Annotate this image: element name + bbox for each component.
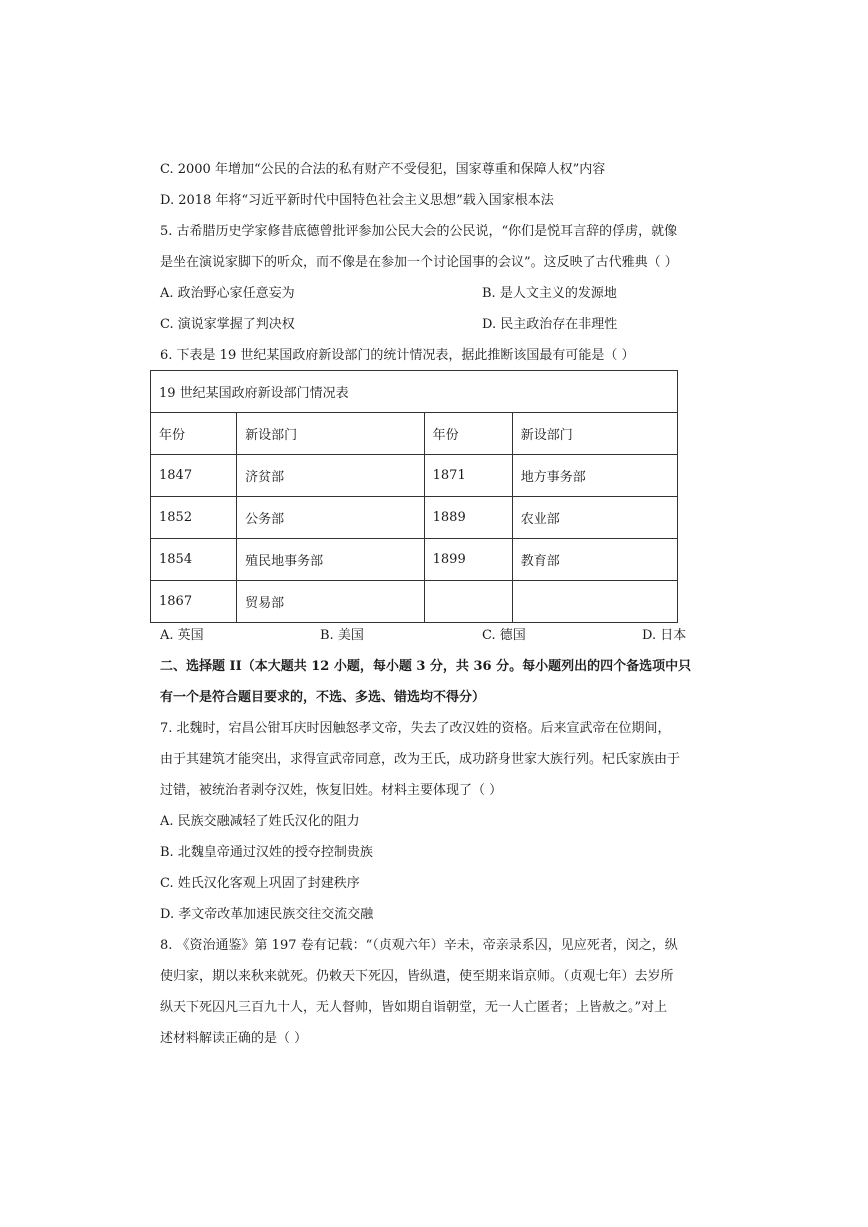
- table-cell: 公务部: [237, 497, 424, 539]
- table-cell: 1847: [151, 455, 237, 497]
- table-row: [151, 497, 678, 539]
- question-8-stem-line1: 8. 《资治通鉴》第 197 卷有记载：“（贞观六年）辛未，帝亲录系囚，见应死者，闵之，纵: [160, 938, 678, 953]
- question-6-option-a: A. 英国: [160, 628, 204, 643]
- table-cell: 1852: [151, 497, 237, 539]
- table-cell: [424, 581, 512, 623]
- question-6-stem: 6. 下表是 19 世纪某国政府新设部门的统计情况表，据此推断该国最有可能是（ ）: [160, 348, 635, 363]
- table-row: [151, 539, 678, 581]
- question-5-stem-line2: 是坐在演说家脚下的听众，而不像是在参加一个讨论国事的会议”。这反映了古代雅典（ ）: [160, 255, 678, 270]
- table-cell: 贸易部: [237, 581, 424, 623]
- table-cell: 地方事务部: [512, 455, 677, 497]
- question-7-stem-line1: 7. 北魏时，宕昌公钳耳庆时因触怒孝文帝，失去了改汉姓的资格。后来宣武帝在位期间，: [160, 721, 671, 736]
- question-7-option-a: A. 民族交融减轻了姓氏汉化的阻力: [160, 814, 360, 829]
- table-cell: 教育部: [512, 539, 677, 581]
- table-cell: 1889: [424, 497, 512, 539]
- question-6-option-d: D. 日本: [642, 628, 687, 643]
- question-7-stem-line2: 由于其建筑才能突出，求得宣武帝同意，改为王氏，成功跻身世家大族行列。杞氏家族由于: [160, 752, 681, 767]
- question-5-option-b: B. 是人文主义的发源地: [482, 286, 617, 301]
- header-year: 年份: [424, 413, 512, 455]
- table-caption: 19 世纪某国政府新设部门情况表: [151, 371, 678, 413]
- table-cell: 殖民地事务部: [237, 539, 424, 581]
- table-header-row: [151, 413, 678, 455]
- table-cell: 济贫部: [237, 455, 424, 497]
- section-2-heading-line2: 有一个是符合题目要求的，不选、多选、错选均不得分）: [160, 690, 486, 705]
- question-5-option-c: C. 演说家掌握了判决权: [160, 317, 295, 332]
- table-cell: [512, 581, 677, 623]
- question-7-option-c: C. 姓氏汉化客观上巩固了封建秩序: [160, 876, 360, 891]
- option-d-text: D. 2018 年将“习近平新时代中国特色社会主义思想”载入国家根本法: [160, 193, 554, 208]
- question-8-stem-line2: 使归家，期以来秋来就死。仍敕天下死囚，皆纵遣，使至期来诣京师。（贞观七年）去岁所: [160, 969, 674, 984]
- table-caption-row: [151, 371, 678, 413]
- question-8-stem-line4: 述材料解读正确的是（ ）: [160, 1031, 308, 1046]
- option-c-text: C. 2000 年增加“公民的合法的私有财产不受侵犯，国家尊重和保障人权”内容: [160, 162, 606, 177]
- question-7-stem-line3: 过错，被统治者剥夺汉姓，恢复旧姓。材料主要体现了（ ）: [160, 783, 503, 798]
- question-8-stem-line3: 纵天下死囚凡三百九十人，无人督帅，皆如期自诣朝堂，无一人亡匿者；上皆赦之。”对上: [160, 1000, 668, 1015]
- header-department: 新设部门: [237, 413, 424, 455]
- section-2-heading-line1: 二、选择题 II（本大题共 12 小题，每小题 3 分，共 36 分。每小题列出的四个备选项中只: [160, 659, 692, 674]
- header-department: 新设部门: [512, 413, 677, 455]
- table-row: [151, 455, 678, 497]
- question-6-option-b: B. 美国: [320, 628, 364, 643]
- question-5-stem-line1: 5. 古希腊历史学家修昔底德曾批评参加公民大会的公民说，“你们是悦耳言辞的俘虏，就像: [160, 224, 678, 239]
- table-cell: 农业部: [512, 497, 677, 539]
- table-row: [151, 581, 678, 623]
- question-6-option-c: C. 德国: [482, 628, 526, 643]
- table-cell: 1871: [424, 455, 512, 497]
- department-statistics-table: [150, 370, 678, 623]
- question-7-option-b: B. 北魏皇帝通过汉姓的授夺控制贵族: [160, 845, 373, 860]
- table-cell: 1854: [151, 539, 237, 581]
- question-5-option-a: A. 政治野心家任意妄为: [160, 286, 295, 301]
- question-7-option-d: D. 孝文帝改革加速民族交往交流交融: [160, 907, 374, 922]
- question-5-option-d: D. 民主政治存在非理性: [482, 317, 618, 332]
- header-year: 年份: [151, 413, 237, 455]
- table-cell: 1867: [151, 581, 237, 623]
- table-cell: 1899: [424, 539, 512, 581]
